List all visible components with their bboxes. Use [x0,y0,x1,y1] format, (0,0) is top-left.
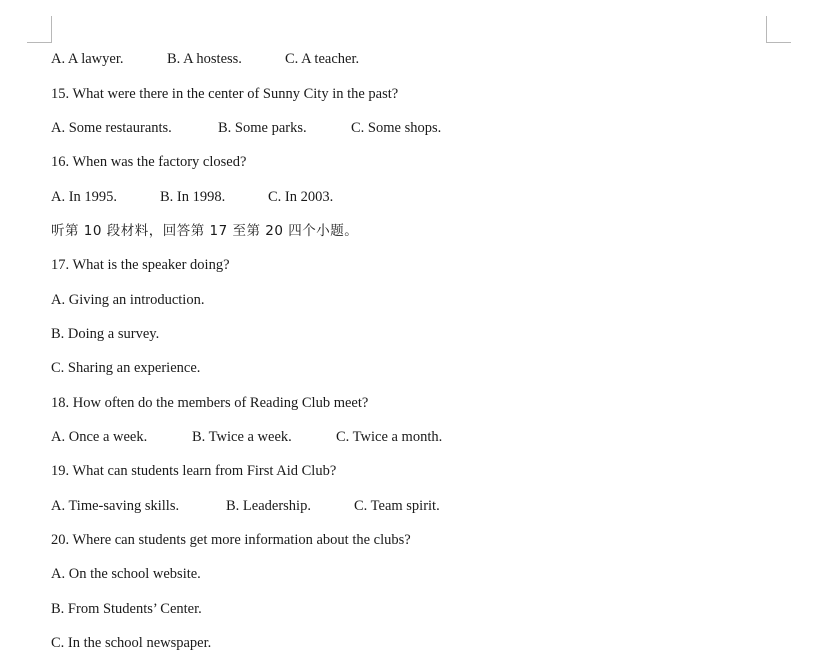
q20-option-c: C. In the school newspaper. [51,635,212,651]
q17-option-a: A. Giving an introduction. [51,292,205,308]
q20-option-a: A. On the school website. [51,566,201,582]
q20-option-b: B. From Students’ Center. [51,601,202,617]
q19-option-a: A. Time-saving skills. [51,498,180,514]
q17-option-c: C. Sharing an experience. [51,360,201,376]
q16-option-a: A. In 1995. [51,189,118,205]
question-18: 18. How often do the members of Reading Club meet? [51,395,369,411]
question-19: 19. What can students learn from First Aid Club? [51,463,337,479]
q18-option-b: B. Twice a week. [192,429,292,445]
q17-option-b: B. Doing a survey. [51,326,160,342]
q14-option-c: C. A teacher. [285,51,360,67]
margin-corner-top-left [27,16,52,43]
q18-option-a: A. Once a week. [51,429,148,445]
question-17: 17. What is the speaker doing? [51,257,230,273]
q14-option-a: A. A lawyer. [51,51,124,67]
q16-option-c: C. In 2003. [268,189,334,205]
q19-option-b: B. Leadership. [226,498,311,514]
q16-option-b: B. In 1998. [160,189,226,205]
question-15: 15. What were there in the center of Sunny City in the past? [51,86,399,102]
q14-option-b: B. A hostess. [167,51,242,67]
q15-option-b: B. Some parks. [218,120,307,136]
q15-option-c: C. Some shops. [351,120,442,136]
margin-corner-top-right [766,16,791,43]
question-16: 16. When was the factory closed? [51,154,247,170]
question-20: 20. Where can students get more information about the clubs? [51,532,411,548]
q15-option-a: A. Some restaurants. [51,120,172,136]
q19-option-c: C. Team spirit. [354,498,440,514]
q18-option-c: C. Twice a month. [336,429,443,445]
section-instruction: 听第 10 段材料，回答第 17 至第 20 四个小题。 [51,223,359,239]
